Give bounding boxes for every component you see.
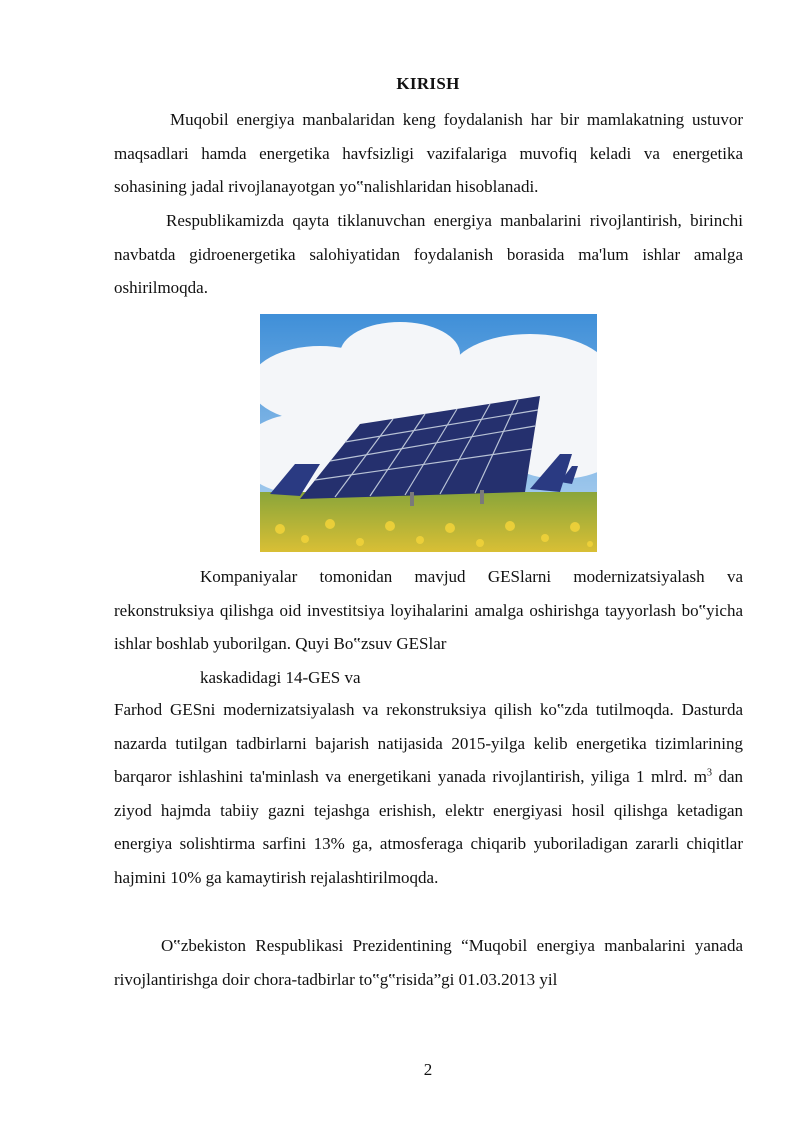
solar-panels-photo: [260, 314, 597, 552]
paragraph-3: [114, 560, 743, 694]
paragraph-3-tail: kaskadidagi 14-GES va: [200, 667, 361, 687]
paragraph-2: Respublikamizda qayta tiklanuvchan energiya manbalarini rivojlantirish, birinchi navbatda gidroenergetika salohiyatidan foydalanish borasida ma'lum ishlar amalga oshirilmoqda.: [114, 211, 743, 297]
page-number: 2: [423, 1060, 433, 1079]
paragraph-4-text-b: dan ziyod hajmda tabiiy gazni tejashga erishish, elektr energiyasi hosil qilishga ketadigan energiya solishtirma sarfini 13% ga, atmosferaga chiqarib yuboriladigan zararli chiqitlar hajmini 10% ga kamaytirish rejalashtirilmoqda.: [114, 767, 743, 887]
paragraph-4-text-a: Farhod GESni modernizatsiyalash va rekonstruksiya qilish ko‟zda tutilmoqda. Dasturda nazarda tutilgan tadbirlarni bajarish natijasida 2015-yilga kelib energetika tizimlarining barqaror ishlashini ta'minlash va energetikani yanada rivojlantirish, yiliga 1 mlrd. m: [114, 700, 743, 786]
paragraph-4: [114, 693, 743, 894]
superscript-3: 3: [707, 767, 713, 779]
paragraph-5: O‟zbekiston Respublikasi Prezidentining “Muqobil energiya manbalarini yanada rivojlantirishga doir chora-tadbirlar to‟g‟risida”gi 01.03.2013 yil: [114, 936, 743, 989]
section-title: KIRISH: [396, 74, 460, 93]
solar-panels-illustration: [260, 314, 597, 552]
paragraph-1: Muqobil energiya manbalaridan keng foydalanish har bir mamlakatning ustuvor maqsadlari hamda energetika havfsizligi vazifalariga muvofiq keladi va energetika sohasining jadal rivojlanayotgan yo‟nalishlaridan hisoblanadi.: [114, 110, 743, 196]
paragraph-3-text: Kompaniyalar tomonidan mavjud GESlarni modernizatsiyalash va rekonstruksiya qilishga oid investitsiya loyihalarini amalga oshirishga tayyorlash bo‟yicha ishlar boshlab yuborilgan. Quyi Bo‟zsuv GESlar: [114, 567, 743, 653]
